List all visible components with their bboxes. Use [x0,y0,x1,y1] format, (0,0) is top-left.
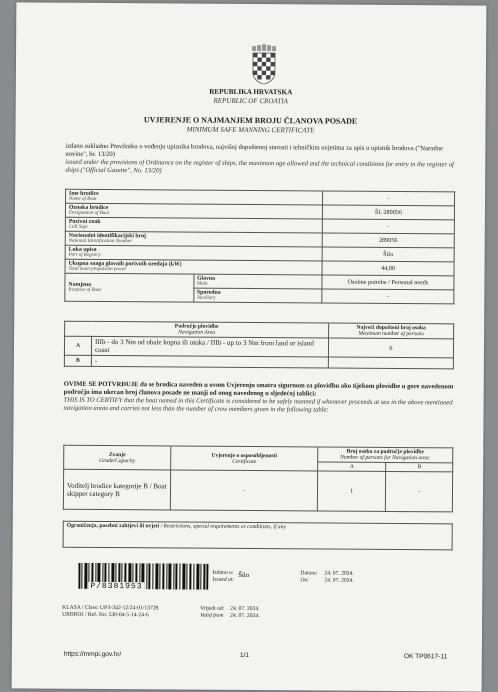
issued-at-value: Šilo [238,571,250,580]
crew-rank: Voditelj brodice kategorije B / Boat skipper category B [63,469,170,510]
footer-form-code: OK TP0617-11 [403,653,448,661]
crew-table [63,445,453,513]
boat-designation-value: ŠL 289056 [322,205,454,220]
valid-from-label: Vrijedi od: Valid from [200,605,225,619]
certification-hr: OVIME SE POTVRĐUJE da se brodica naveden u ovom Uvjerenju smatra sigurnom za plovidbu ako tijekom plovidbe u gore navedenom području ima ukrcan broj članova posade ne manji od onog navedenog u sljedećoj tablici: [63,380,454,398]
port-of-registry-value: Šilo [322,247,454,262]
table-row: Sporedna Auxiliary - [65,287,454,304]
issued-at-label: Izdano u: Issued at: [212,569,235,583]
table-row: Ograničenja, posebni zahtjevi ili uvjeti / Restrictions, special requirements or conditions, if any [63,521,452,550]
croatian-coat-of-arms-icon [250,44,278,84]
valid-from-values: 24. 07. 2024. 24. 07. 2024. [230,605,260,619]
table-row: Ukupna snaga glavnih porivnih uređaja (kW) Total main propulsion power 44,00 [65,259,454,276]
boat-particulars-table [64,189,455,305]
table-row: Zvanje Grade/Capacity Uvjerenje o osposobljenosti Certificate Broj osoba za područje plovidbe Number of persons for Navigation area: [64,445,453,463]
document-title: UVJERENJE O NAJMANJEM BROJU ČLANOVA POSADE [143,115,358,126]
table-row: Oznaka brodice Designation of Boat ŠL 289056 [65,203,454,220]
intro-text [65,143,455,178]
country-name-en: REPUBLIC OF CROATIA [213,96,288,106]
class-reference: KLASA / Class: UP/I-342-12/24-01/13728 URBROJ / Ref. No: 530-04-5-14-24-6 [62,604,159,618]
table-row [63,469,452,512]
footer-url[interactable]: https://mmpi.gov.hr/ [63,650,122,659]
area-b-text: - [91,355,328,368]
call-sign-value: - [322,219,454,234]
certification-text [64,381,454,416]
table-row: Namjena Purpose of Boat Glavna Main Osobne potrebe / Personal needs [65,273,454,290]
table-row: A IIIb - do 3 Nm od obale kopna ili otoka / IIIb - up to 3 Nm from land or island coast 6 [64,336,453,358]
restrictions-box [63,521,453,551]
document-title-en: MINIMUM SAFE MANNING CERTIFICATE [186,125,315,135]
crew-count-a: 1 [317,471,386,511]
crew-count-b: - [386,471,453,511]
table-row: Luka upisa Port of Registry Šilo [65,245,454,262]
certification-en: THIS IS TO CERTIFY that the boat named in this Certificate is considered to be safely manned if whenever proceeds at sea in the above mentioned navigation areas and carries not less than the number of crew members given in the following table: [63,396,453,414]
table-row: Ime brodice Name of Boat - [65,189,454,206]
table-row: Nacionalni identifikacijski broj National Identification Number 289056 [65,231,454,248]
crew-certificate: - [170,470,317,511]
barcode-number: P/8381953 [90,581,143,592]
purpose-aux-value: - [322,289,454,304]
table-row: B - [64,355,453,369]
national-id-value: 289056 [322,233,454,248]
table-row: Pozivni znak Call Sign - [65,217,454,234]
purpose-main-value: Osobne potrebe / Personal needs [322,275,454,290]
intro-en: issued under the provisions of Ordinance on the register of ships, the maximum age allowed and the technical conditions for entry in the register of ships ("Official Gazette", No. 13/20) [65,158,454,175]
area-b-max-persons [328,357,453,369]
area-a-text: IIIb - do 3 Nm od obale kopna ili otoka / IIIb - up to 3 Nm from land or island coast [91,336,328,357]
certificate-page [12,2,487,691]
boat-name-value: - [322,191,454,206]
propulsion-power-value: 44,00 [322,261,454,276]
date-label: Datum: On: [300,570,318,584]
date-values: 24. 07. 2024. 24. 07. 2024. [324,570,354,584]
country-name: REPUBLIKA HRVATSKA [209,87,293,97]
navigation-area-table [64,321,454,370]
table-row: Područje plovidbe Navigation Area Najveći dopušteni broj osoba Maximum number of persons [65,321,454,339]
table-row: A B [64,460,453,472]
area-a-max-persons: 6 [328,338,453,358]
intro-hr: izdano sukladno Pravilniku o vođenju upisnika brodova, najvišoj dopuštenoj starosti i tehničkim uvjetima za upis u upisnik brodova ("Narodne novine", br. 13/20) [65,142,443,159]
footer-page-number: 1/1 [239,651,250,660]
